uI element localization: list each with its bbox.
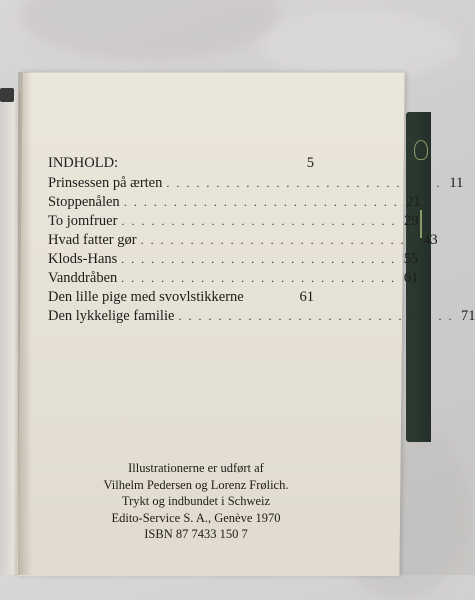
table-of-contents — [48, 154, 475, 326]
toc-entry-title: Prinsessen på ærten — [48, 175, 163, 191]
toc-entry-page: 71 — [460, 308, 475, 324]
imprint-line: Trykt og indbundet i Schweiz — [121, 494, 271, 508]
toc-entry-page: 55 — [403, 251, 419, 267]
toc-entry-page: 61 — [299, 289, 314, 305]
imprint-block — [66, 460, 326, 543]
toc-entry-page: 61 — [403, 270, 419, 286]
toc-entry-title: Vanddråben — [48, 270, 118, 286]
toc-entry-title: Den lille pige med svovlstikkerne — [48, 289, 244, 305]
toc-leader-dots: . . . . . . . . . . . . . . . . . . . . . . . . . . . . — [123, 195, 399, 209]
imprint-line: Vilhelm Pedersen og Lorenz Frølich. — [103, 477, 289, 492]
toc-entry — [48, 212, 419, 231]
toc-entry-page: 29 — [403, 213, 419, 229]
toc-entry — [48, 307, 475, 326]
toc-entry — [48, 250, 419, 269]
toc-heading-row — [48, 154, 314, 174]
toc-entry-page: 11 — [449, 175, 464, 191]
toc-leader-dots: . . . . . . . . . . . . . . . . . . . . . . . . . . . . — [121, 271, 397, 285]
toc-entry — [48, 269, 419, 288]
toc-leader-dots: . . . . . . . . . . . . . . . . . . . . . . . . . . . . — [178, 309, 454, 323]
toc-entry-page: 21 — [406, 194, 421, 210]
toc-heading: INDHOLD: — [48, 155, 119, 171]
toc-entry — [48, 231, 438, 250]
toc-entry-title: Hvad fatter gør — [48, 232, 137, 248]
ornament-icon — [414, 140, 428, 160]
toc-entry — [48, 174, 464, 193]
toc-leader-dots: . . . . . . . . . . . . . . . . . . . . . . . . . . . . — [140, 233, 416, 247]
fabric-fold — [260, 10, 460, 80]
page-gutter-shadow — [18, 72, 32, 575]
toc-leader-dots: . . . . . . . . . . . . . . . . . . . . . . . . . . . . — [166, 176, 442, 190]
toc-entry-title: Klods-Hans — [48, 251, 118, 267]
toc-entry-title: To jomfruer — [48, 213, 118, 229]
toc-entry-title: Den lykkelige familie — [48, 308, 175, 324]
toc-entry — [48, 193, 421, 212]
toc-leader-dots: . . . . . . . . . . . . . . . . . . . . . . . . . . . . — [121, 214, 397, 228]
book-corner — [0, 88, 14, 102]
toc-entry-title: Stoppenålen — [48, 194, 120, 210]
toc-entry-page: 43 — [423, 232, 438, 248]
toc-leader-dots: . . . . . . . . . . . . . . . . . . . . . . . . . . . . — [121, 252, 397, 266]
toc-entry — [48, 288, 314, 307]
fabric-fold — [20, 0, 280, 60]
imprint-line: Edito-Service S. A., Genève 1970 — [111, 510, 281, 525]
isbn-line: ISBN 87 7433 150 7 — [144, 527, 248, 541]
imprint-line: Illustrationerne er udført af — [128, 461, 264, 475]
toc-heading-page: 5 — [306, 155, 314, 171]
